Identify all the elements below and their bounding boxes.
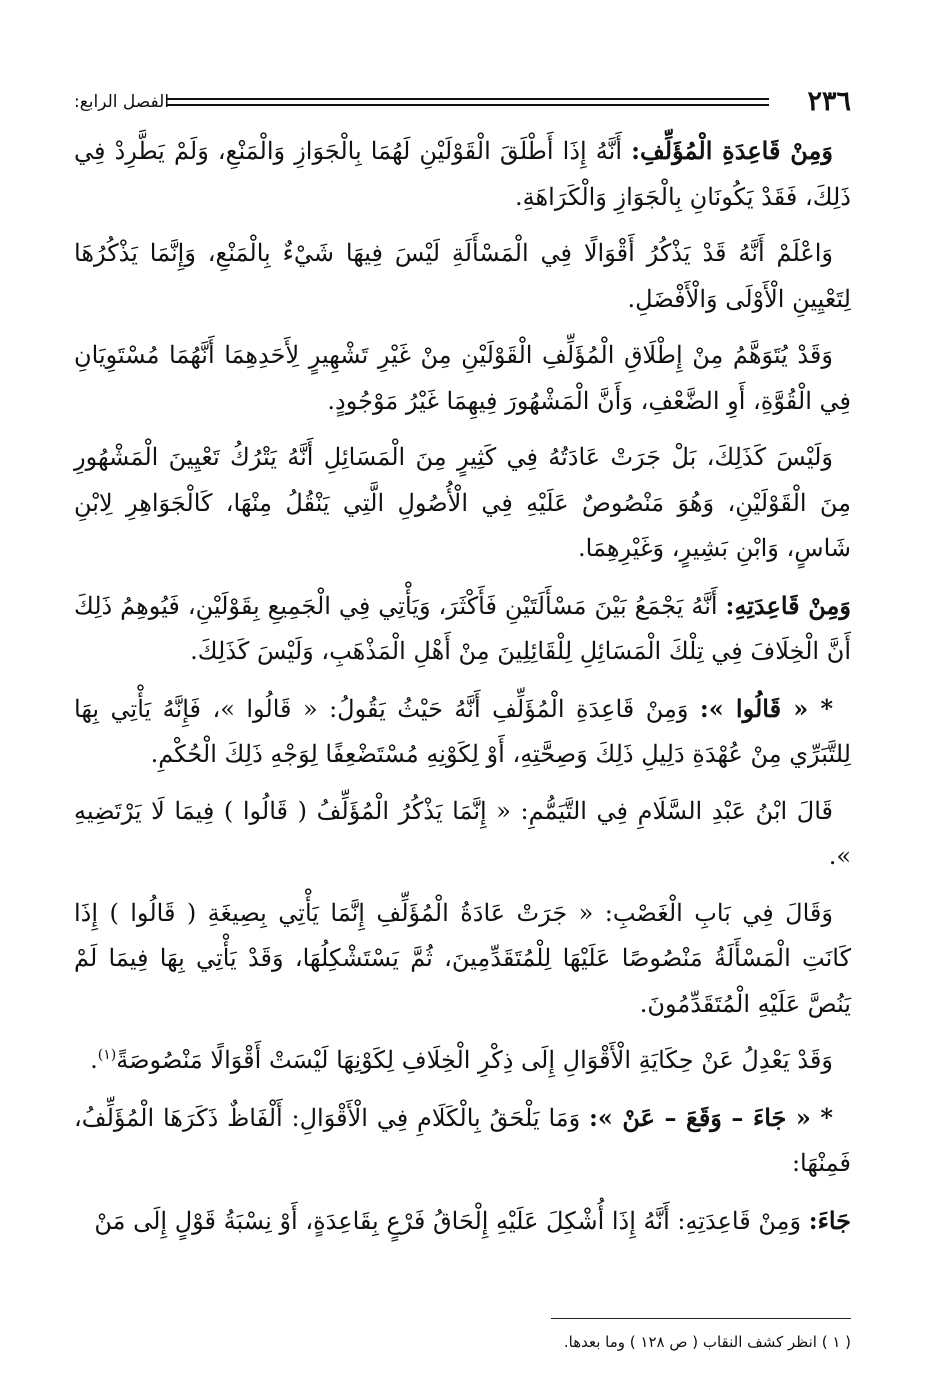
paragraph-text: أَنَّهُ إِذَا أَطْلَقَ الْقَوْلَيْنِ لَهُمَا بِالْجَوَازِ وَالْمَنْعِ، وَلَمْ يَطَّرِدْ فِي ذَلِكَ، فَقَدْ يَكُونَانِ بِالْجَوَازِ وَالْكَرَاهَةِ. bbox=[74, 137, 851, 211]
main-text bbox=[74, 128, 851, 1255]
paragraph bbox=[74, 583, 851, 675]
paragraph bbox=[74, 789, 851, 880]
paragraph bbox=[74, 686, 851, 778]
footnote-marker[interactable]: (١) bbox=[97, 1047, 117, 1063]
page-number: ٢٣٦ bbox=[807, 86, 851, 117]
paragraph bbox=[74, 1198, 851, 1245]
footnote-separator bbox=[551, 1318, 851, 1319]
page-header bbox=[74, 84, 851, 120]
paragraph bbox=[74, 1095, 851, 1187]
paragraph-text: أَنَّهُ يَجْمَعُ بَيْنَ مَسْأَلَتَيْنِ فَأَكْثَرَ، وَيَأْتِي فِي الْجَمِيعِ بِقَوْلَيْنِ، فَيُوهِمُ ذَلِكَ أَنَّ الْخِلَافَ فِي تِلْكَ الْمَسَائِلِ لِلْقَائِلِينَ مِنْ أَهْلِ الْمَذْهَبِ، وَلَيْسَ كَذَلِكَ. bbox=[74, 591, 851, 665]
paragraph-lead: * « جَاءَ – وَقَعَ – عَنْ »: bbox=[589, 1102, 833, 1132]
footnote bbox=[251, 1328, 851, 1356]
paragraph-lead: * « قَالُوا »: bbox=[699, 693, 834, 723]
paragraph-text: وَلَيْسَ كَذَلِكَ، بَلْ جَرَتْ عَادَتُهُ فِي كَثِيرٍ مِنَ الْمَسَائِلِ أَنَّهُ يَتْرُكُ تَعْيِينَ الْمَشْهُورِ مِنَ الْقَوْلَيْنِ، وَهُوَ مَنْصُوصٌ عَلَيْهِ فِي الْأُصُولِ الَّتِي يَنْقُلُ مِنْهَا، كَالْجَوَاهِرِ لِابْنِ شَاسٍ، وَابْنِ بَشِيرٍ، وَغَيْرِهِمَا. bbox=[74, 443, 851, 562]
paragraph-text: وَقَالَ فِي بَابِ الْغَصْبِ: « جَرَتْ عَادَةُ الْمُؤَلِّفِ إِنَّمَا يَأْتِي بِصِيغَةِ ( قَالُوا ) إِذَا كَانَتِ الْمَسْأَلَةُ مَنْصُوصًا عَلَيْهَا لِلْمُتَقَدِّمِينَ، ثُمَّ يَسْتَشْكِلُهَا، وَقَدْ يَأْتِي بِهَا فِيمَا لَمْ يَنُصَّ عَلَيْهِ الْمُتَقَدِّمُونَ. bbox=[74, 898, 851, 1018]
paragraph-lead: وَمِنْ قَاعِدَتِهِ: bbox=[725, 590, 852, 620]
chapter-title: الفصل الرابع: bbox=[74, 92, 170, 112]
paragraph-text: وَقَدْ يُتَوَهَّمُ مِنْ إِطْلَاقِ الْمُؤَلِّفِ الْقَوْلَيْنِ مِنْ غَيْرِ تَشْهِيرٍ لِأَحَدِهِمَا أَنَّهُمَا مُسْتَوِيَانِ فِي الْقُوَّةِ، أَوِ الضَّعْفِ، وَأَنَّ الْمَشْهُورَ فِيهِمَا غَيْرُ مَوْجُودٍ. bbox=[74, 341, 851, 415]
paragraph-text: وَاعْلَمْ أَنَّهُ قَدْ يَذْكُرُ أَقْوَالًا فِي الْمَسْأَلَةِ لَيْسَ فِيهَا شَيْءٌ بِالْمَنْعِ، وَإِنَّمَا يَذْكُرُهَا لِتَعْيِينِ الْأَوْلَى وَالْأَفْضَلِ. bbox=[74, 239, 851, 313]
paragraph-text: وَمِنْ قَاعِدَةِ الْمُؤَلِّفِ أَنَّهُ حَيْثُ يَقُولُ: « قَالُوا »، فَإِنَّهُ يَأْتِي بِهَا لِلتَّبَرِّي مِنْ عُهْدَةِ دَلِيلِ ذَلِكَ وَصِحَّتِهِ، أَوْ لِكَوْنِهِ مُسْتَضْعِفًا لِوَجْهِ ذَلِكَ الْحُكْمِ. bbox=[74, 694, 851, 768]
paragraph bbox=[74, 128, 851, 220]
paragraph bbox=[74, 435, 851, 572]
paragraph bbox=[74, 891, 851, 1028]
paragraph-tail: . bbox=[90, 1046, 98, 1074]
paragraph bbox=[74, 231, 851, 322]
paragraph-lead: وَمِنْ قَاعِدَةِ الْمُؤَلِّفِ: bbox=[631, 136, 833, 165]
paragraph-text: وَمِنْ قَاعِدَتِهِ: أَنَّهُ إِذَا أُشْكِلَ عَلَيْهِ إِلْحَاقُ فَرْعٍ بِقَاعِدَةٍ، أَوْ نِسْبَةُ قَوْلٍ إِلَى مَنْ bbox=[94, 1206, 809, 1235]
paragraph-lead: جَاءَ: bbox=[808, 1205, 851, 1235]
header-double-rule bbox=[166, 98, 769, 106]
paragraph bbox=[74, 333, 851, 424]
paragraph-text: وَمَا يَلْحَقُ بِالْكَلَامِ فِي الْأَقْوَالِ: أَلْفَاظٌ ذَكَرَهَا الْمُؤَلِّفُ، فَمِنْهَا: bbox=[74, 1103, 851, 1177]
footnote-text: ( ١ ) انظر كشف النقاب ( ص ١٢٨ ) وما بعدها. bbox=[563, 1333, 851, 1351]
paragraph-text: قَالَ ابْنُ عَبْدِ السَّلَامِ فِي التَّيَمُّمِ: « إِنَّمَا يَذْكُرُ الْمُؤَلِّفُ ( قَالُوا ) فِيمَا لَا يَرْتَضِيهِ ». bbox=[74, 796, 851, 870]
paragraph bbox=[74, 1038, 851, 1084]
paragraph-text: وَقَدْ يَعْدِلُ عَنْ حِكَايَةِ الْأَقْوَالِ إِلَى ذِكْرِ الْخِلَافِ لِكَوْنِهَا لَيْسَتْ أَقْوَالًا مَنْصُوصَةً bbox=[116, 1046, 833, 1074]
